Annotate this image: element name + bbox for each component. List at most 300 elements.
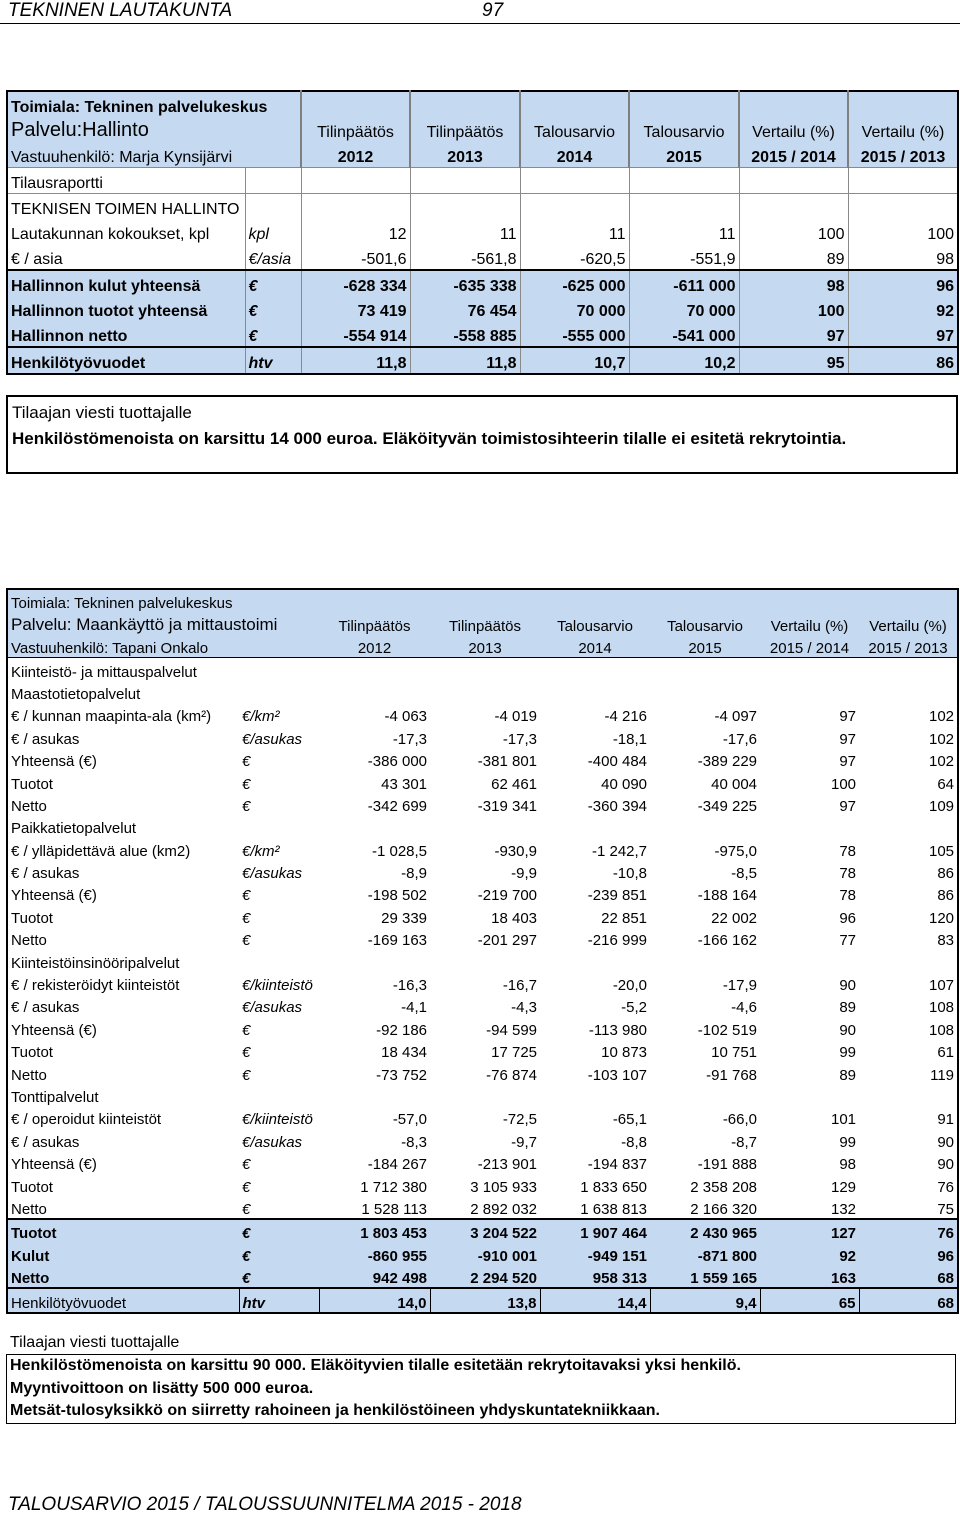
- message-text: Henkilöstömenoista on karsittu 14 000 euroa. Eläköityvän toimistosihteerin tilalle ei esitetä rekrytointia.: [12, 429, 847, 448]
- col-header: Tilinpäätös: [410, 117, 520, 142]
- row-unit: €: [239, 1242, 319, 1264]
- cell-value: [629, 168, 739, 194]
- cell-value: 2 430 965: [650, 1219, 760, 1242]
- row-label: Netto: [11, 1066, 47, 1084]
- cell-value: [410, 194, 520, 220]
- row-label: Lautakunnan kokoukset, kpl: [7, 219, 245, 244]
- cell-value: [859, 658, 958, 681]
- cell-value: 86: [848, 347, 958, 374]
- table-row: [7, 748, 958, 770]
- cell-value: 29 339: [381, 909, 428, 927]
- cell-value: 98: [839, 1156, 857, 1174]
- cell-value: 10 873: [601, 1044, 648, 1062]
- row-label: € / asukas: [11, 999, 80, 1017]
- table-row: [7, 194, 958, 220]
- row-label: Tuotot: [11, 1178, 53, 1196]
- cell-value: 95: [739, 347, 848, 374]
- cell-value: -4,1: [401, 999, 428, 1017]
- cell-value: -216 999: [587, 932, 648, 950]
- cell-value: [629, 194, 739, 220]
- col-year: 2014: [520, 142, 629, 168]
- table-row: [7, 296, 958, 321]
- total-row: [7, 1242, 958, 1264]
- row-unit: €: [242, 1200, 251, 1218]
- cell-value: 97: [839, 797, 857, 815]
- cell-value: 10,7: [520, 347, 629, 374]
- cell-value: [301, 168, 410, 194]
- cell-value: -555 000: [520, 321, 629, 347]
- cell-value: 2 166 320: [690, 1200, 758, 1218]
- cell-value: 76: [859, 1219, 958, 1242]
- cell-value: 129: [830, 1178, 857, 1196]
- col-year: 2014: [540, 635, 650, 658]
- cell-value: 10,2: [629, 347, 739, 374]
- cell-value: -8,8: [621, 1133, 648, 1151]
- row-unit: [239, 815, 319, 837]
- cell-value: 64: [937, 775, 955, 793]
- cell-value: [848, 194, 958, 220]
- cell-value: -400 484: [587, 753, 648, 771]
- cell-value: -949 151: [540, 1242, 650, 1264]
- cell-value: -166 162: [697, 932, 758, 950]
- cell-value: -239 851: [587, 887, 648, 905]
- row-label: Kiinteistöinsinööripalvelut: [11, 954, 180, 972]
- row-label: € / operoidut kiinteistöt: [11, 1111, 162, 1129]
- table-row: [7, 972, 958, 994]
- table-row: [7, 725, 958, 747]
- cell-value: -8,5: [731, 865, 758, 883]
- row-unit: [239, 681, 319, 703]
- cell-value: 99: [839, 1133, 857, 1151]
- cell-value: 90: [839, 977, 857, 995]
- cell-value: 18 434: [381, 1044, 428, 1062]
- cell-value: 83: [937, 932, 955, 950]
- table-row: [7, 1039, 958, 1061]
- table-row: [7, 994, 958, 1016]
- cell-value: [848, 168, 958, 194]
- cell-value: 18 403: [491, 909, 538, 927]
- cell-value: -73 752: [376, 1066, 428, 1084]
- cell-value: [739, 168, 848, 194]
- row-label: € / asukas: [11, 865, 80, 883]
- row-unit: €: [245, 321, 301, 347]
- cell-value: 86: [937, 887, 955, 905]
- row-unit: €: [242, 887, 251, 905]
- table-row: [7, 1016, 958, 1038]
- cell-value: -4 216: [604, 708, 648, 726]
- cell-value: -169 163: [367, 932, 428, 950]
- cell-value: 11: [520, 219, 629, 244]
- cell-value: -342 699: [367, 797, 428, 815]
- hallinto-table: [6, 90, 959, 375]
- table-row: [7, 270, 958, 296]
- cell-value: -910 001: [430, 1242, 540, 1264]
- cell-value: -113 980: [588, 1021, 648, 1039]
- table-row: [7, 904, 958, 926]
- table-row: [7, 244, 958, 270]
- cell-value: 100: [830, 775, 857, 793]
- cell-value: 97: [739, 321, 848, 347]
- htv-row: [7, 1288, 958, 1312]
- row-label: € / asukas: [11, 1133, 80, 1151]
- row-unit: €/km²: [242, 842, 280, 860]
- cell-value: 40 090: [601, 775, 648, 793]
- cell-value: -103 107: [587, 1066, 648, 1084]
- cell-value: [739, 194, 848, 220]
- cell-value: -94 599: [486, 1021, 538, 1039]
- row-label: Tuotot: [11, 1044, 53, 1062]
- cell-value: -9,7: [511, 1133, 538, 1151]
- table-row: [7, 770, 958, 792]
- cell-value: 86: [937, 865, 955, 883]
- vastuuhenkilo: Vastuuhenkilö: Marja Kynsijärvi: [7, 142, 301, 168]
- row-unit: [239, 658, 319, 681]
- cell-value: [540, 681, 650, 703]
- table-row: [7, 1173, 958, 1195]
- cell-value: 61: [937, 1044, 955, 1062]
- cell-value: -930,9: [494, 842, 538, 860]
- cell-value: 76 454: [410, 296, 520, 321]
- row-unit: €: [242, 1021, 251, 1039]
- cell-value: -76 874: [486, 1066, 538, 1084]
- cell-value: [430, 658, 540, 681]
- cell-value: -72,5: [502, 1111, 538, 1129]
- row-unit: €: [242, 753, 251, 771]
- cell-value: 40 004: [711, 775, 758, 793]
- cell-value: 92: [848, 296, 958, 321]
- cell-value: -16,3: [392, 977, 428, 995]
- cell-value: 70 000: [520, 296, 629, 321]
- cell-value: 102: [928, 753, 955, 771]
- row-label: Netto: [11, 1200, 47, 1218]
- row-label: Hallinnon netto: [7, 321, 245, 347]
- cell-value: 62 461: [491, 775, 538, 793]
- table-row: [7, 703, 958, 725]
- cell-value: 97: [839, 753, 857, 771]
- col-header: Vertailu (%): [739, 117, 848, 142]
- cell-value: 75: [937, 1200, 955, 1218]
- cell-value: [760, 949, 859, 971]
- cell-value: 102: [928, 708, 955, 726]
- cell-value: 132: [830, 1200, 857, 1218]
- cell-value: 109: [928, 797, 955, 815]
- row-unit: €/km²: [242, 708, 280, 726]
- table-row: [7, 882, 958, 904]
- row-label: Tilausraportti: [7, 168, 245, 194]
- row-label: Kiinteistö- ja mittauspalvelut: [7, 658, 239, 681]
- row-label: Tuotot: [11, 909, 53, 927]
- row-label: Henkilötyövuodet: [7, 347, 245, 374]
- cell-value: 17 725: [491, 1044, 538, 1062]
- cell-value: [430, 949, 540, 971]
- row-unit: €/asia: [245, 244, 301, 270]
- col-year: 2015: [629, 142, 739, 168]
- cell-value: 1 638 813: [580, 1200, 648, 1218]
- toimiala-label: Toimiala: Tekninen palvelukeskus: [7, 91, 301, 117]
- cell-value: [319, 658, 430, 681]
- col-year: 2015 / 2014: [760, 635, 859, 658]
- cell-value: -551,9: [629, 244, 739, 270]
- cell-value: -554 914: [301, 321, 410, 347]
- table-row: [7, 837, 958, 859]
- row-label: Yhteensä (€): [11, 887, 97, 905]
- cell-value: 89: [739, 244, 848, 270]
- row-unit: €: [242, 1156, 251, 1174]
- cell-value: 1 833 650: [580, 1178, 648, 1196]
- cell-value: -360 394: [587, 797, 648, 815]
- cell-value: 89: [839, 1066, 857, 1084]
- row-unit: €: [239, 1265, 319, 1288]
- cell-value: 97: [839, 730, 857, 748]
- col-header: Talousarvio: [629, 117, 739, 142]
- message-line: Metsät-tulosyksikkö on siirretty rahoineen ja henkilöstöineen yhdyskuntatekniikkaan.: [10, 1402, 660, 1419]
- row-label: € / asukas: [11, 730, 80, 748]
- cell-value: [430, 681, 540, 703]
- cell-value: 11,8: [410, 347, 520, 374]
- row-unit: €: [242, 932, 251, 950]
- cell-value: -975,0: [714, 842, 758, 860]
- row-label: Netto: [11, 932, 47, 950]
- cell-value: -349 225: [697, 797, 758, 815]
- cell-value: 127: [760, 1219, 859, 1242]
- hallinto-message-box: [6, 395, 958, 474]
- cell-value: 108: [928, 1021, 955, 1039]
- row-label: Hallinnon kulut yhteensä: [7, 270, 245, 296]
- row-label: € / kunnan maapinta-ala (km²): [11, 708, 212, 726]
- col-header: Talousarvio: [540, 612, 650, 634]
- table-row: [7, 347, 958, 374]
- cell-value: [410, 168, 520, 194]
- col-year: 2015 / 2013: [848, 142, 958, 168]
- table-row: [7, 1061, 958, 1083]
- cell-value: [859, 949, 958, 971]
- cell-value: 78: [839, 865, 857, 883]
- cell-value: 73 419: [301, 296, 410, 321]
- cell-value: 2 358 208: [690, 1178, 758, 1196]
- col-year: 2012: [319, 635, 430, 658]
- cell-value: 99: [839, 1044, 857, 1062]
- row-label: TEKNISEN TOIMEN HALLINTO: [7, 194, 245, 220]
- col-year: 2015 / 2013: [859, 635, 958, 658]
- cell-value: [650, 949, 760, 971]
- cell-value: [859, 815, 958, 837]
- row-unit: €/kiinteistö: [242, 1111, 313, 1129]
- cell-value: 65: [760, 1288, 859, 1312]
- toimiala-label: Toimiala: Tekninen palvelukeskus: [7, 589, 319, 612]
- cell-value: -20,0: [612, 977, 648, 995]
- table-row: [7, 949, 958, 971]
- cell-value: -198 502: [367, 887, 428, 905]
- cell-value: -541 000: [629, 321, 739, 347]
- row-unit: htv: [239, 1288, 319, 1312]
- row-unit: €: [242, 1066, 251, 1084]
- row-unit: €: [239, 1219, 319, 1242]
- row-unit: €: [242, 1044, 251, 1062]
- cell-value: -17,9: [722, 977, 758, 995]
- table-row: [7, 219, 958, 244]
- row-unit: €: [242, 775, 251, 793]
- cell-value: 89: [839, 999, 857, 1017]
- table-row: [7, 681, 958, 703]
- cell-value: 100: [739, 219, 848, 244]
- cell-value: 10 751: [711, 1044, 758, 1062]
- cell-value: -4 019: [494, 708, 538, 726]
- cell-value: [540, 658, 650, 681]
- col-header: Tilinpäätös: [301, 117, 410, 142]
- cell-value: -66,0: [722, 1111, 758, 1129]
- row-label: Tonttipalvelut: [11, 1088, 99, 1106]
- cell-value: 96: [839, 909, 857, 927]
- cell-value: [650, 1084, 760, 1106]
- cell-value: 14,0: [319, 1288, 430, 1312]
- page-number: 97: [482, 0, 504, 21]
- cell-value: 22 851: [601, 909, 648, 927]
- row-label: Hallinnon tuotot yhteensä: [7, 296, 245, 321]
- cell-value: -628 334: [301, 270, 410, 296]
- cell-value: [859, 1084, 958, 1106]
- cell-value: 3 204 522: [430, 1219, 540, 1242]
- col-year: 2015 / 2014: [739, 142, 848, 168]
- table-row: [7, 793, 958, 815]
- cell-value: [319, 681, 430, 703]
- cell-value: [760, 658, 859, 681]
- cell-value: 90: [937, 1156, 955, 1174]
- cell-value: -8,9: [401, 865, 428, 883]
- cell-value: -57,0: [392, 1111, 428, 1129]
- row-unit: €: [245, 296, 301, 321]
- cell-value: 101: [830, 1111, 857, 1129]
- message-title: Tilaajan viesti tuottajalle: [12, 403, 192, 422]
- cell-value: 91: [937, 1111, 955, 1129]
- maankaytto-message-box: [6, 1354, 956, 1424]
- cell-value: [650, 681, 760, 703]
- cell-value: 43 301: [381, 775, 428, 793]
- cell-value: 78: [839, 887, 857, 905]
- cell-value: 90: [937, 1133, 955, 1151]
- cell-value: -18,1: [612, 730, 648, 748]
- table-row: [7, 1106, 958, 1128]
- table-row: [7, 860, 958, 882]
- cell-value: 97: [839, 708, 857, 726]
- cell-value: -17,6: [722, 730, 758, 748]
- cell-value: 107: [928, 977, 955, 995]
- cell-value: 100: [848, 219, 958, 244]
- cell-value: 90: [839, 1021, 857, 1039]
- cell-value: [650, 815, 760, 837]
- row-label: Netto: [11, 797, 47, 815]
- cell-value: 98: [739, 270, 848, 296]
- row-unit: €/asukas: [242, 730, 303, 748]
- cell-value: 2 294 520: [430, 1265, 540, 1288]
- table-row: [7, 815, 958, 837]
- cell-value: 68: [859, 1288, 958, 1312]
- col-year: 2013: [410, 142, 520, 168]
- cell-value: -319 341: [477, 797, 538, 815]
- total-row: [7, 1219, 958, 1242]
- cell-value: [760, 815, 859, 837]
- cell-value: -102 519: [697, 1021, 758, 1039]
- cell-value: -1 028,5: [371, 842, 428, 860]
- palvelu-title: Palvelu:Hallinto: [7, 117, 301, 142]
- cell-value: -92 186: [376, 1021, 428, 1039]
- cell-value: 1 528 113: [361, 1200, 428, 1218]
- col-header: Tilinpäätös: [319, 612, 430, 634]
- cell-value: 3 105 933: [470, 1178, 538, 1196]
- row-unit: €: [242, 797, 251, 815]
- cell-value: 22 002: [711, 909, 758, 927]
- cell-value: -201 297: [477, 932, 538, 950]
- cell-value: -389 229: [697, 753, 758, 771]
- row-label: € / rekisteröidyt kiinteistöt: [11, 977, 180, 995]
- cell-value: -188 164: [697, 887, 758, 905]
- row-unit: [239, 949, 319, 971]
- cell-value: 11: [410, 219, 520, 244]
- cell-value: 11,8: [301, 347, 410, 374]
- col-header: Talousarvio: [520, 117, 629, 142]
- cell-value: 1 559 165: [650, 1265, 760, 1288]
- row-unit: [239, 1084, 319, 1106]
- cell-value: -620,5: [520, 244, 629, 270]
- table-row: [7, 658, 958, 681]
- cell-value: -8,3: [401, 1133, 428, 1151]
- cell-value: 68: [859, 1265, 958, 1288]
- cell-value: [650, 658, 760, 681]
- cell-value: 119: [930, 1066, 955, 1084]
- cell-value: 77: [839, 932, 857, 950]
- cell-value: -860 955: [319, 1242, 430, 1264]
- col-header: Tilinpäätös: [430, 612, 540, 634]
- row-unit: €: [242, 909, 251, 927]
- table-row: [7, 321, 958, 347]
- cell-value: -4,3: [511, 999, 538, 1017]
- maankaytto-message-title: Tilaajan viesti tuottajalle: [10, 1334, 180, 1351]
- row-unit: [245, 168, 301, 194]
- cell-value: [540, 1084, 650, 1106]
- cell-value: 942 498: [319, 1265, 430, 1288]
- cell-value: 97: [848, 321, 958, 347]
- row-unit: €/kiinteistö: [242, 977, 313, 995]
- row-label: Kulut: [7, 1242, 239, 1264]
- cell-value: [540, 815, 650, 837]
- cell-value: [319, 1084, 430, 1106]
- col-header: Talousarvio: [650, 612, 760, 634]
- cell-value: 102: [928, 730, 955, 748]
- cell-value: 2 892 032: [470, 1200, 538, 1218]
- cell-value: -65,1: [612, 1111, 648, 1129]
- cell-value: 100: [739, 296, 848, 321]
- cell-value: -871 800: [650, 1242, 760, 1264]
- col-header: Vertailu (%): [859, 612, 958, 634]
- row-label: Tuotot: [11, 775, 53, 793]
- cell-value: -17,3: [502, 730, 538, 748]
- col-year: 2012: [301, 142, 410, 168]
- row-label: Yhteensä (€): [11, 753, 97, 771]
- page-footer: TALOUSARVIO 2015 / TALOUSSUUNNITELMA 2015 - 2018: [8, 1494, 522, 1515]
- cell-value: 1 803 453: [319, 1219, 430, 1242]
- col-year: 2015: [650, 635, 760, 658]
- cell-value: -91 768: [706, 1066, 758, 1084]
- table-row: [7, 168, 958, 194]
- row-unit: kpl: [245, 219, 301, 244]
- vastuuhenkilo: Vastuuhenkilö: Tapani Onkalo: [7, 635, 319, 658]
- row-unit: €/asukas: [242, 1133, 303, 1151]
- col-header: Vertailu (%): [760, 612, 859, 634]
- table-row: [7, 1196, 958, 1219]
- maankaytto-table: [6, 588, 959, 1314]
- header-title: TEKNINEN LAUTAKUNTA: [8, 0, 233, 21]
- row-label: Tuotot: [7, 1219, 239, 1242]
- cell-value: -501,6: [301, 244, 410, 270]
